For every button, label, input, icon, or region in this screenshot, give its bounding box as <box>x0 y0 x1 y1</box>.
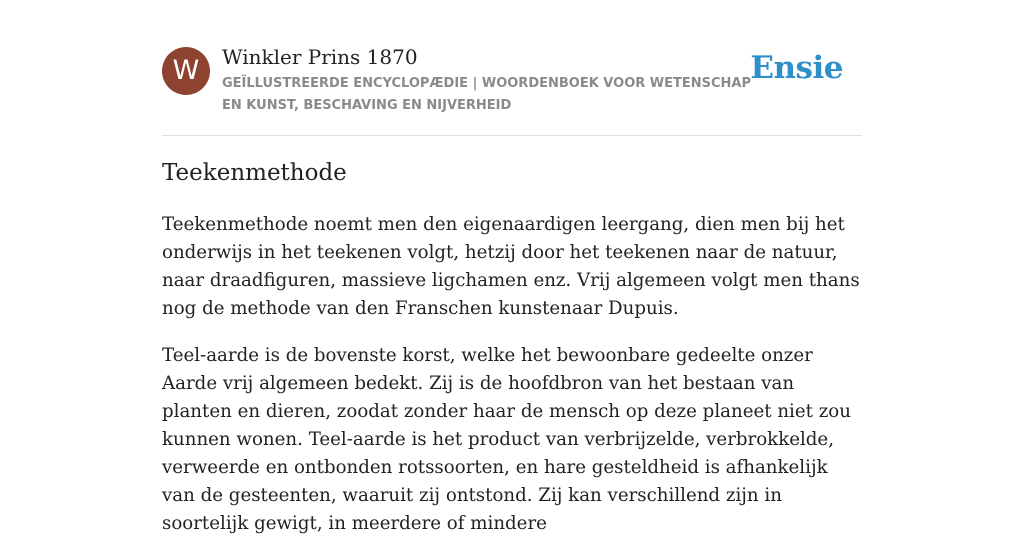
source-title[interactable]: Winkler Prins 1870 <box>222 45 418 69</box>
source-subtitle: GEÏLLUSTREERDE ENCYCLOPÆDIE | WOORDENBOEK VOOR WETENSCHAP EN KUNST, BESCHAVING EN NIJVERHEID <box>222 76 751 113</box>
brand-logo-link[interactable]: Ensie <box>750 50 843 86</box>
article-paragraph: Teekenmethode noemt men den eigenaardigen leergang, dien men bij het onderwijs in het teekenen volgt, hetzij door het teekenen naar de natuur, naar draadfiguren, massieve ligchamen enz. Vrij algemeen volgt men thans nog de methode van den Franschen kunstenaar Dupuis. <box>162 214 860 319</box>
article-title: Teekenmethode <box>162 160 347 186</box>
article-body <box>162 211 862 557</box>
article-paragraph: Teel-aarde is de bovenste korst, welke het bewoonbare gedeelte onzer Aarde vrij algemeen bedekt. Zij is de hoofdbron van het bestaan van planten en dieren, zoodat zonder haar de mensch op deze planeet niet zou kunnen wonen. Teel-aarde is het product van verbrijzelde, verbrokkelde, verweerde en ontbonden rotssoorten, en hare gesteldheid is afhankelijk van de gesteenten, waaruit zij ontstond. Zij kan verschillend zijn in soortelijk gewigt, in meerdere of mindere <box>162 345 851 534</box>
avatar[interactable]: W <box>162 47 210 95</box>
source-header <box>162 40 862 136</box>
